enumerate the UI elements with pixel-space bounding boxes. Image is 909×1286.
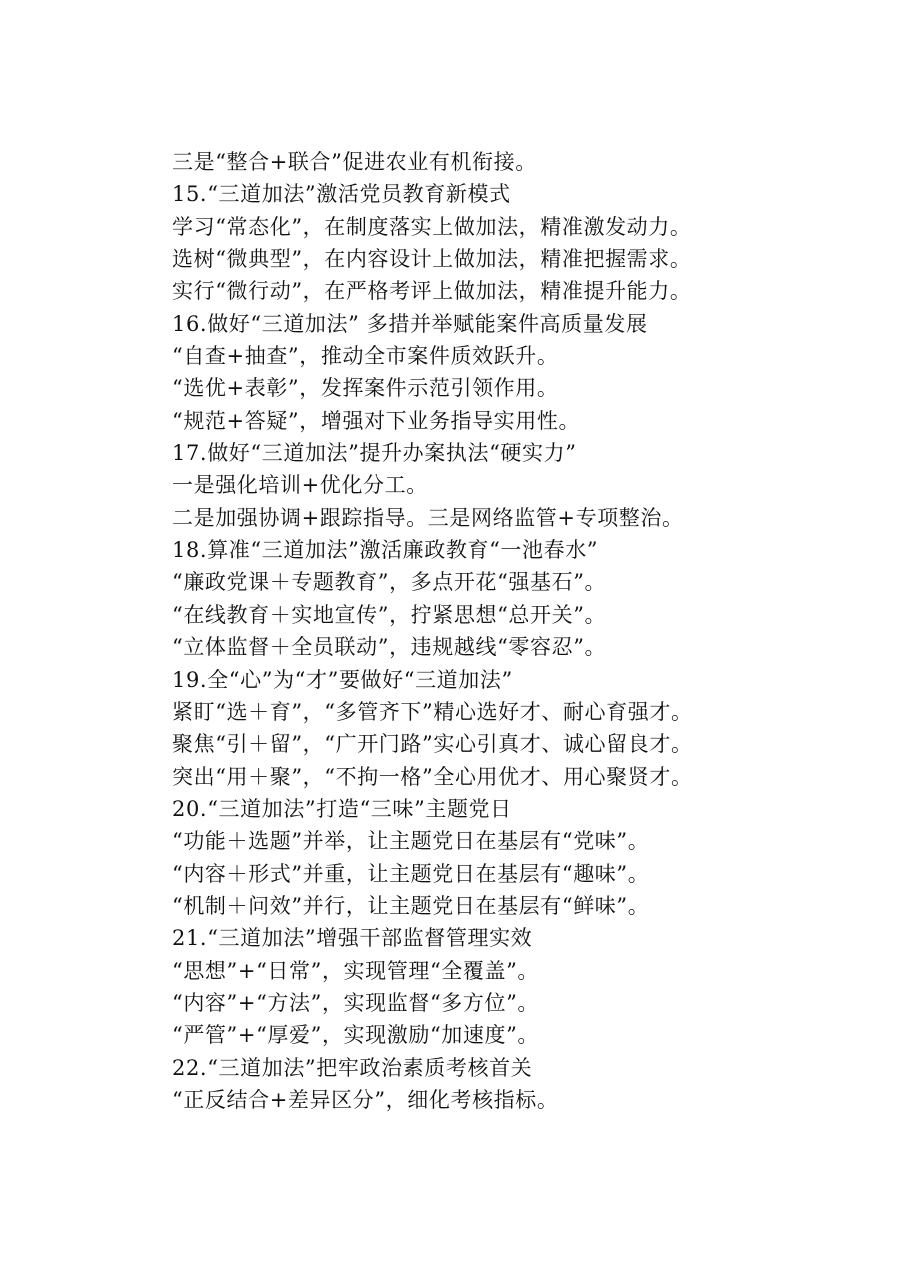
text-line: “正反结合+差异区分”，细化考核指标。	[172, 1087, 559, 1112]
text-line: 15.“三道加法”激活党员教育新模式	[172, 182, 511, 207]
text-line: 选树“微典型”，在内容设计上做加法，精准把握需求。	[172, 247, 692, 272]
text-line: “思想”+“日常”，实现管理“全覆盖”。	[172, 958, 540, 983]
text-line: 17.做好“三道加法”提升办案执法“硬实力”	[172, 441, 577, 466]
text-line: 二是加强协调+跟踪指导。三是网络监管+专项整治。	[172, 505, 684, 530]
text-line: “内容＋形式”并重，让主题党日在基层有“趣味”。	[172, 861, 650, 886]
text-line: “自查+抽查”，推动全市案件质效跃升。	[172, 344, 559, 369]
text-line: 突出“用＋聚”，“不拘一格”全心用优才、用心聚贤才。	[172, 764, 693, 789]
text-line: 22.“三道加法”把牢政治素质考核首关	[172, 1055, 533, 1080]
text-line: 21.“三道加法”增强干部监督管理实效	[172, 926, 533, 951]
text-line: “规范+答疑”，增强对下业务指导实用性。	[172, 408, 581, 433]
text-line: 实行“微行动”，在严格考评上做加法，精准提升能力。	[172, 279, 692, 304]
text-line: “立体监督＋全员联动”，违规越线“零容忍”。	[172, 635, 607, 660]
text-line: “严管”+“厚爱”，实现激励“加速度”。	[172, 1023, 540, 1048]
text-line: “机制＋问效”并行，让主题党日在基层有“鲜味”。	[172, 893, 650, 918]
text-line: 紧盯“选＋育”，“多管齐下”精心选好才、耐心育强才。	[172, 699, 693, 724]
text-line: 19.全“心”为“才”要做好“三道加法”	[172, 667, 513, 692]
text-line: 18.算准“三道加法”激活廉政教育“一池春水”	[172, 538, 599, 563]
text-line: 学习“常态化”，在制度落实上做加法，精准激发动力。	[172, 214, 692, 239]
document-body	[172, 146, 862, 1116]
text-line: 16.做好“三道加法” 多措并举赋能案件高质量发展	[172, 311, 648, 336]
text-line: 三是“整合+联合”促进农业有机衔接。	[172, 150, 537, 174]
text-line: 20.“三道加法”打造“三味”主题党日	[172, 796, 512, 821]
text-line: “在线教育＋实地宣传”，拧紧思想“总开关”。	[172, 602, 607, 627]
text-line: “廉政党课＋专题教育”，多点开花“强基石”。	[172, 570, 607, 595]
text-line: 一是强化培训+优化分工。	[172, 473, 428, 498]
text-line: “选优+表彰”，发挥案件示范引领作用。	[172, 376, 559, 401]
text-line: “内容”+“方法”，实现监督“多方位”。	[172, 990, 540, 1015]
text-line: 聚焦“引＋留”，“广开门路”实心引真才、诚心留良才。	[172, 732, 693, 757]
text-line: “功能＋选题”并举，让主题党日在基层有“党味”。	[172, 829, 650, 854]
